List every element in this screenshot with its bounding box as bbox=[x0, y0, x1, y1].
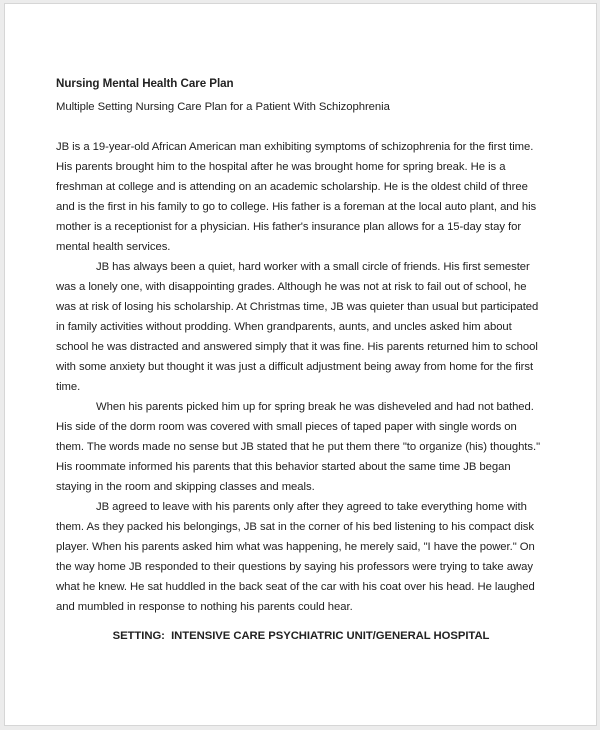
document-title: Nursing Mental Health Care Plan bbox=[56, 77, 234, 90]
paragraph-case-intro: JB is a 19-year-old African American man exhibiting symptoms of schizophrenia for the first time. His parents brought him to the hospital after he was brought home for spring break. He is a freshman at college and is attending on an academic scholarship. He is the oldest child of three and is the first in his family to go to college. His father is a foreman at the local auto plant, and his mother is a receptionist for a physician. His father's insurance plan allows for a 15-day stay for mental health services. bbox=[56, 141, 537, 253]
document-subtitle: Multiple Setting Nursing Care Plan for a Patient With Schizophrenia bbox=[56, 101, 390, 113]
paragraph-history: JB has always been a quiet, hard worker with a small circle of friends. His first semester was a lonely one, with disappointing grades. Although he was not at risk to fail out of school, he was at risk of losing his scholarship. At Christmas time, JB was quieter than usual but participated in family activities without prodding. When grandparents, aunts, and uncles asked him about school he was distracted and answered simply that it was fine. His parents returned him to school with some anxiety but thought it was just a difficult adjustment being away from home for the first time. bbox=[56, 261, 539, 393]
setting-heading: SETTING: INTENSIVE CARE PSYCHIATRIC UNIT/GENERAL HOSPITAL bbox=[112, 630, 490, 642]
document-content bbox=[5, 4, 596, 646]
paragraph-leaving-school: JB agreed to leave with his parents only after they agreed to take everything home with them. As they packed his belongings, JB sat in the corner of his bed listening to his compact disk player. When his parents asked him what was happening, he merely said, "I have the power." On the way home JB responded to their questions by saying his professors were trying to take away what he knew. He sat huddled in the back seat of the car with his coat over his head. He laughed and mumbled in response to nothing his parents could hear. bbox=[56, 501, 535, 613]
paragraph-spring-break: When his parents picked him up for spring break he was disheveled and had not bathed. His side of the dorm room was covered with small pieces of taped paper with single words on them. The words made no sense but JB stated that he put them there "to organize (his) thoughts." His roommate informed his parents that this behavior started about the same time JB began staying in the room and skipping classes and meals. bbox=[56, 401, 541, 493]
document-page bbox=[4, 3, 597, 726]
document-body bbox=[56, 137, 546, 617]
